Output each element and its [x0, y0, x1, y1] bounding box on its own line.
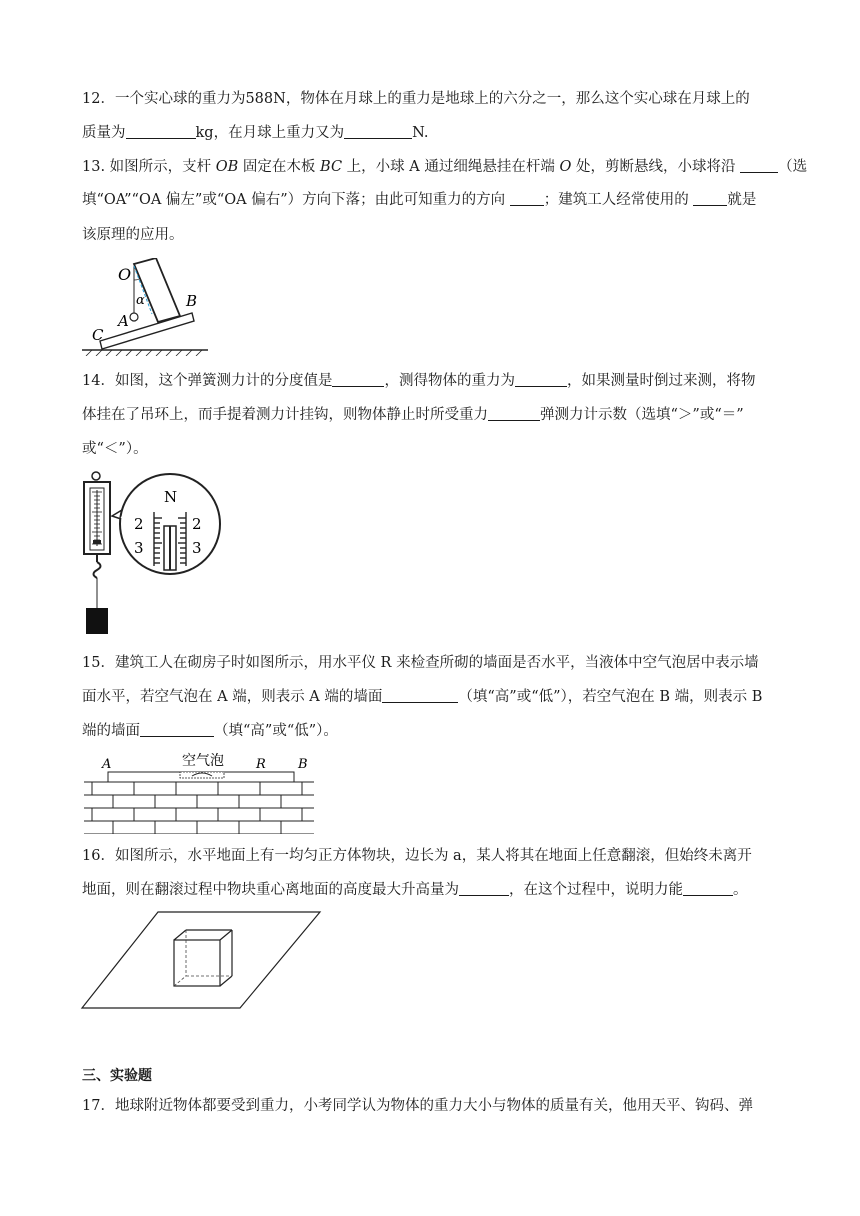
answer-blank[interactable]	[693, 191, 727, 206]
label-a: A	[102, 757, 112, 772]
answer-blank[interactable]	[740, 158, 778, 173]
q14-text: ，如果测量时倒过来测，将物	[566, 373, 756, 389]
ball-a	[130, 313, 138, 321]
q13-line3: 该原理的应用。	[82, 227, 184, 243]
q15-text: 面水平，若空气泡在 A 端，则表示 A 端的墙面	[82, 689, 383, 705]
q14-text: 14．如图，这个弹簧测力计的分度值是	[82, 373, 333, 389]
q15-line3	[82, 721, 338, 741]
answer-blank[interactable]	[126, 124, 196, 139]
ground-plane	[82, 912, 320, 1008]
q16-text: 地面，则在翻滚过程中物块重心离地面的高度最大升高量为	[82, 882, 459, 898]
q12-line2	[82, 123, 428, 143]
ground-hatch	[86, 350, 202, 356]
q12-line1: 12．一个实心球的重力为588N，物体在月球上的重力是地球上的六分之一，那么这个实心球在月球上的	[82, 91, 750, 107]
unit-label: N	[164, 488, 178, 506]
answer-blank[interactable]	[510, 191, 544, 206]
answer-blank[interactable]	[332, 372, 384, 387]
hanging-weight	[86, 608, 108, 634]
q13-text: 处，剪断悬线，小球将沿	[571, 159, 736, 175]
answer-blank[interactable]	[488, 406, 540, 421]
label-c: C	[92, 326, 104, 344]
q14-line3: 或“＜”）。	[82, 441, 148, 457]
q14-text: 弹测力计示数（选填“＞”或“＝”	[540, 407, 744, 423]
label-r: R	[256, 757, 266, 772]
left-label-3: 3	[134, 539, 144, 557]
q13-support-rod-figure	[82, 258, 212, 356]
q14-line2	[82, 405, 744, 425]
board-bc	[100, 313, 194, 349]
rod-ob	[134, 258, 180, 322]
q15-text: 端的墙面	[82, 723, 140, 739]
q13-text: ；建筑工人经常使用的	[543, 192, 689, 208]
left-label-2: 2	[134, 515, 144, 533]
label-bubble: 空气泡	[182, 753, 224, 769]
hook-icon	[94, 562, 101, 578]
q16-line2	[82, 880, 748, 900]
q13-text: 13. 如图所示，支杆	[82, 159, 216, 175]
answer-blank[interactable]	[459, 881, 509, 896]
label-a: A	[118, 312, 129, 330]
label-b: B	[186, 292, 198, 310]
q16-cube-on-ground-figure	[80, 910, 324, 1010]
q16-text: 。	[733, 882, 748, 898]
hanging-ring	[92, 472, 100, 480]
q13-text: 固定在木板	[238, 159, 321, 175]
right-label-2: 2	[192, 515, 202, 533]
right-label-3: 3	[192, 539, 202, 557]
q12-text: N.	[412, 125, 429, 141]
section-heading: 三、实验题	[82, 1068, 152, 1084]
q16-text: ，在这个过程中，说明力能	[509, 882, 683, 898]
callout-join	[122, 516, 126, 520]
label-b: B	[298, 757, 308, 772]
label-alpha: α	[136, 293, 145, 308]
q13-text: 就是	[727, 192, 757, 208]
scale-pointer	[93, 540, 101, 544]
q14-text: ，测得物体的重力为	[384, 373, 515, 389]
q15-text: （填“高”或“低”），若空气泡在 B 端，则表示 B	[458, 689, 763, 705]
q16-line1: 16．如图所示，水平地面上有一均匀正方体物块，边长为 a，某人将其在地面上任意翻滚，但始终未离开	[82, 848, 752, 864]
label-o: O	[118, 265, 132, 284]
q14-spring-scale-figure	[82, 470, 222, 638]
q13-text: 填“OA”“OA 偏左”或“OA 偏右”）方向下落；由此可知重力的方向	[82, 192, 506, 208]
answer-blank[interactable]	[140, 722, 214, 737]
q13-line2	[82, 190, 756, 210]
answer-blank[interactable]	[382, 688, 458, 703]
q13-var-bc: BC	[320, 159, 343, 175]
q15-level-wall-figure	[82, 750, 316, 834]
q14-text: 体挂在了吊环上，而手提着测力计挂钩，则物体静止时所受重力	[82, 407, 488, 423]
q13-var-ob: OB	[215, 159, 239, 175]
q12-text: 质量为	[82, 125, 126, 141]
answer-blank[interactable]	[515, 372, 567, 387]
brick-wall	[84, 782, 314, 834]
q15-line1: 15．建筑工人在砌房子时如图所示，用水平仪 R 来检查所砌的墙面是否水平，当液体中空气泡居中表示墙	[82, 655, 759, 671]
q13-var-o: O	[559, 159, 572, 175]
q14-line1	[82, 371, 755, 391]
q13-text: （选	[778, 159, 808, 175]
q12-text: kg，在月球上重力又为	[195, 125, 345, 141]
answer-blank[interactable]	[344, 124, 412, 139]
q17-line1: 17．地球附近物体都要受到重力，小考同学认为物体的重力大小与物体的质量有关，他用天平、钩码、弹	[82, 1098, 753, 1114]
q13-text: 上，小球 A 通过细绳悬挂在杆端	[342, 159, 560, 175]
q15-text: （填“高”或“低”）。	[214, 723, 338, 739]
q13-line1	[82, 157, 807, 177]
q15-line2	[82, 687, 762, 707]
answer-blank[interactable]	[683, 881, 733, 896]
